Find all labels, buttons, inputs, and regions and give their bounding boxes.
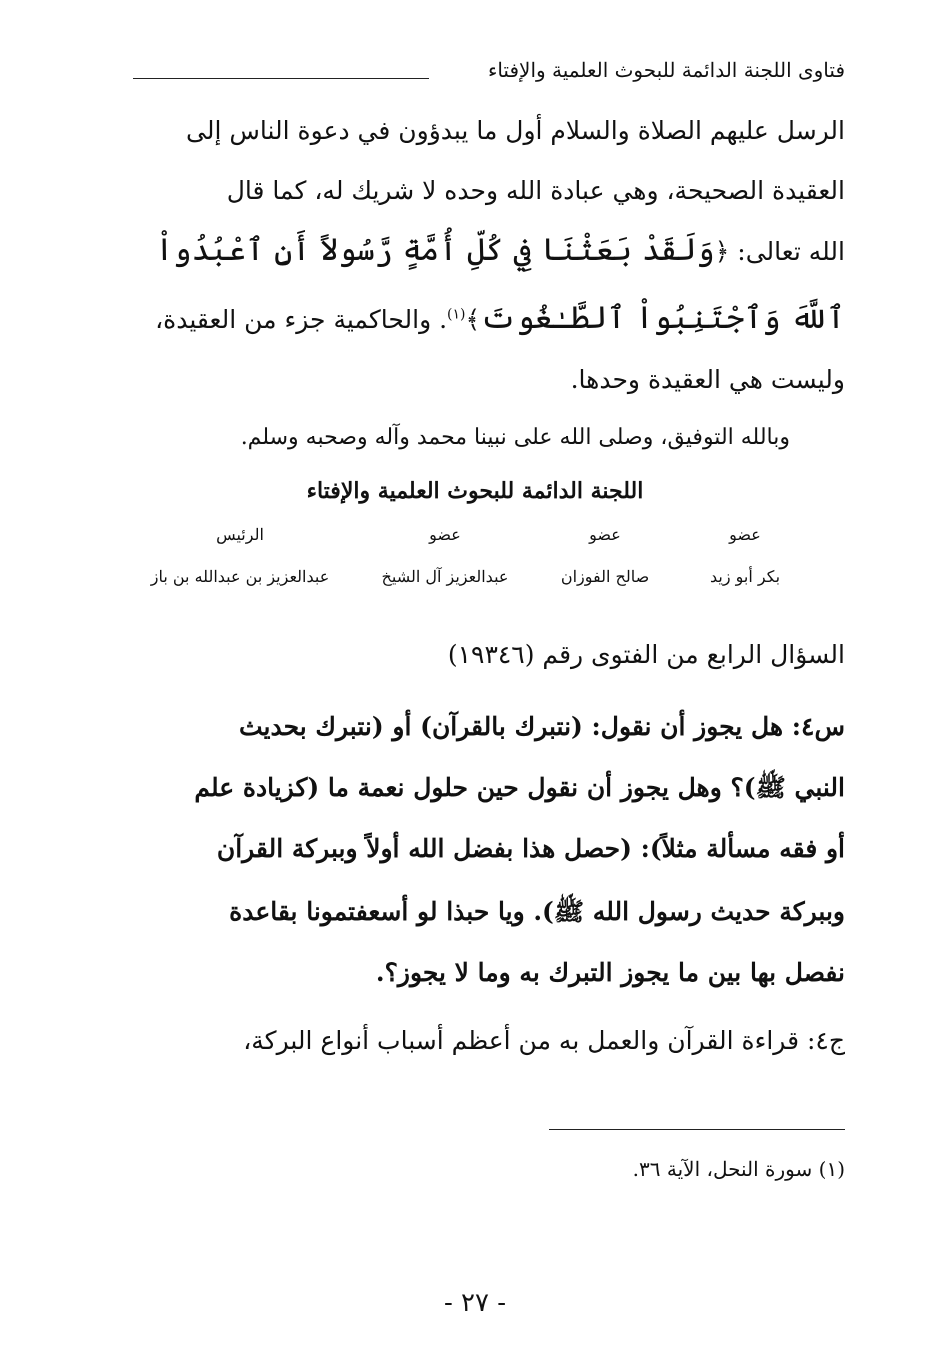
page-number: - ٢٧ - xyxy=(443,1288,507,1318)
signature-name: عبدالعزيز بن عبدالله بن باز xyxy=(150,567,330,586)
footnote: (١) سورة النحل، الآية ٣٦. xyxy=(632,1157,845,1181)
closing-line: وبالله التوفيق، وصلى الله على نبينا محمد وآله وصحبه وسلم. xyxy=(240,425,790,450)
body-line-2: العقيدة الصحيحة، وهي عبادة الله وحده لا شريك له، كما قال xyxy=(226,176,845,205)
body-line-3-prefix: الله تعالى: ﴿ xyxy=(714,237,845,266)
question-line-1: س٤: هل يجوز أن نقول: (نتبرك بالقرآن) أو (نتبرك بحديث xyxy=(238,712,845,741)
quran-verse-part-1: وَلَقَدْ بَعَثْنَا فِي كُلِّ أُمَّةٍ رَّسُولاً أَنِ ٱعْبُدُواْ xyxy=(155,232,715,268)
signature-name: بكر أبو زيد xyxy=(709,567,781,586)
question-line-5: نفصل بها بين ما يجوز التبرك به وما لا يجوز؟. xyxy=(375,958,845,987)
question-line-4: وببركة حديث رسول الله ﷺ). ويا حبذا لو أسعفتمونا بقاعدة xyxy=(229,897,845,926)
signature-name: صالح الفوزان xyxy=(560,567,650,586)
running-header: فتاوى اللجنة الدائمة للبحوث العلمية والإفتاء xyxy=(487,58,845,82)
question-line-2: النبي ﷺ)؟ وهل يجوز أن نقول حين حلول نعمة ما (كزيادة علم xyxy=(194,773,845,802)
footnote-rule xyxy=(549,1129,845,1130)
signature-role: الرئيس xyxy=(216,525,264,544)
signature-member-3 xyxy=(350,525,540,586)
question-heading: السؤال الرابع من الفتوى رقم (١٩٣٤٦) xyxy=(447,640,845,669)
quran-verse-part-2: ٱللَّهَ وَٱجْتَنِبُواْ ٱلطَّـٰغُوتَ xyxy=(480,300,845,336)
signature-role: عضو xyxy=(429,525,461,544)
header-rule xyxy=(133,78,429,79)
signature-name: عبدالعزيز آل الشيخ xyxy=(381,567,509,586)
body-line-1: الرسل عليهم الصلاة والسلام أول ما يبدؤون في دعوة الناس إلى xyxy=(185,116,845,145)
question-line-3: أو فقه مسألة مثلاً): (حصل هذا بفضل الله أولاً وببركة القرآن xyxy=(216,834,845,863)
signature-chairman xyxy=(130,525,350,586)
body-line-4-rest: . والحاكمية جزء من العقيدة، xyxy=(155,305,448,334)
signature-role: عضو xyxy=(589,525,621,544)
body-line-5: وليست هي العقيدة وحدها. xyxy=(570,365,845,394)
signature-role: عضو xyxy=(729,525,761,544)
signatures-block xyxy=(140,525,840,595)
quran-close-bracket: ﴾ xyxy=(465,305,481,334)
footnote-reference: (١) xyxy=(447,306,466,323)
body-line-3 xyxy=(155,232,845,268)
body-line-4 xyxy=(155,300,845,336)
committee-title: اللجنة الدائمة للبحوث العلمية والإفتاء xyxy=(306,478,644,504)
answer-line-1: ج٤: قراءة القرآن والعمل به من أعظم أسباب أنواع البركة، xyxy=(243,1026,845,1055)
